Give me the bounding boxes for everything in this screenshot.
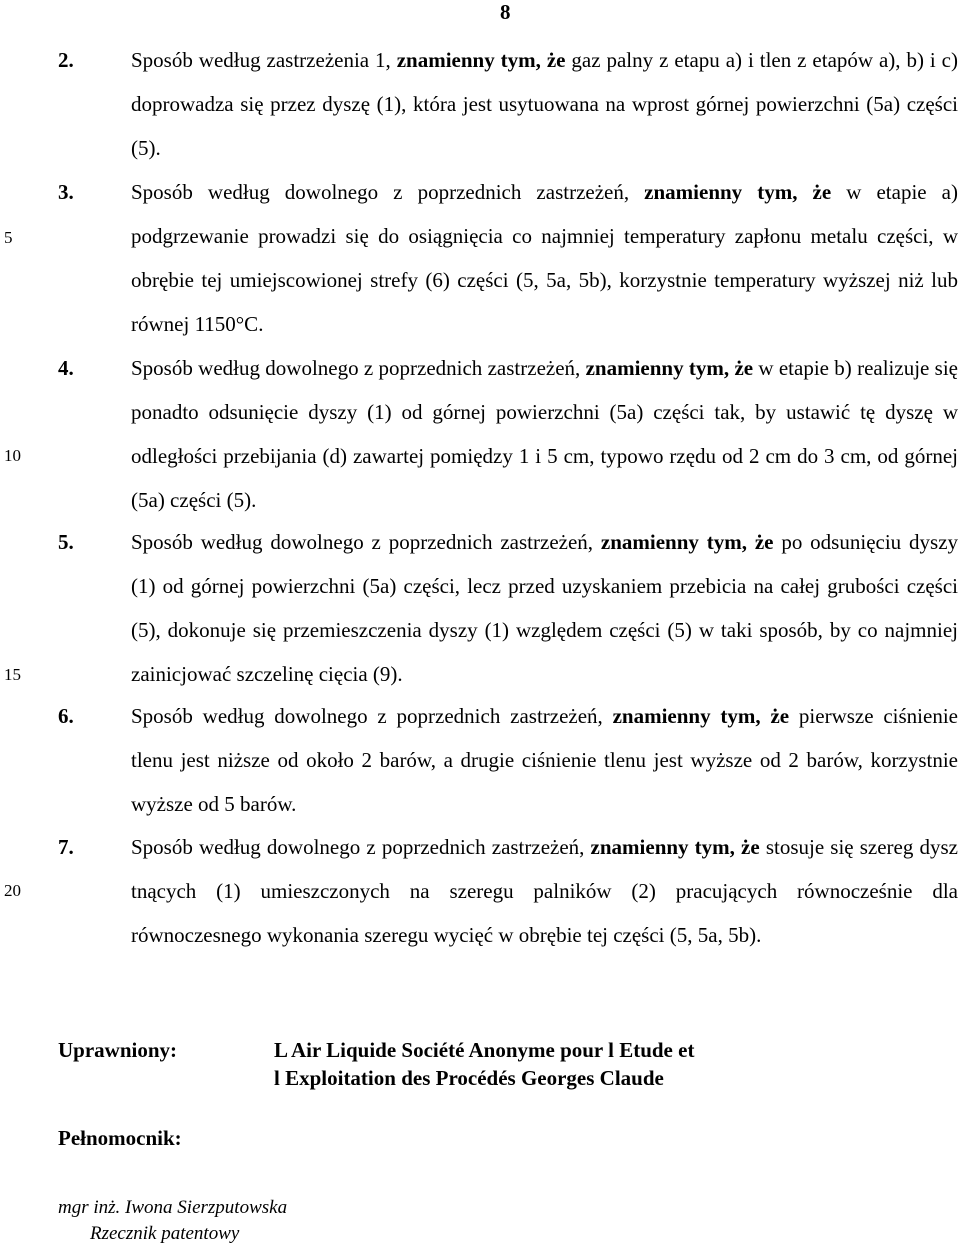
claim-text: Sposób według dowolnego z poprzednich zastrzeżeń, znamienny tym, że w etapie a) podgrzewanie prowadzi się do osiągnięcia co najmniej temperatury zapłonu metalu części, w obrębie tej umiejscowionej strefy (6) części (5, 5a, 5b), korzystnie temperatury wyższej niż lub równej 1150°C. xyxy=(131,180,958,336)
claim-4 xyxy=(58,346,958,522)
claim-3 xyxy=(58,170,958,346)
claim-number: 5. xyxy=(58,530,74,554)
claim-text: Sposób według zastrzeżenia 1, znamienny tym, że gaz palny z etapu a) i tlen z etapów a), b) i c) doprowadza się przez dyszę (1), która jest usytuowana na wprost górnej powierzchni (5a) części (5). xyxy=(131,48,958,160)
claim-text: Sposób według dowolnego z poprzednich zastrzeżeń, znamienny tym, że pierwsze ciśnienie tlenu jest niższe od około 2 barów, a drugie ciśnienie tlenu jest wyższe od 2 barów, korzystnie wyższe od 5 barów. xyxy=(131,704,958,816)
claim-text: Sposób według dowolnego z poprzednich zastrzeżeń, znamienny tym, że po odsunięciu dyszy (1) od górnej powierzchni (5a) części, lecz przed uzyskaniem przebicia na całej grubości części (5), dokonuje się przemieszczenia dyszy (1) względem części (5) w taki sposób, by co najmniej zainicjować szczelinę cięcia (9). xyxy=(131,530,959,686)
page-number: 8 xyxy=(500,0,511,24)
claim-2 xyxy=(58,38,958,170)
line-number-5: 5 xyxy=(4,228,13,247)
line-number-15: 15 xyxy=(4,665,21,684)
line-number-20: 20 xyxy=(4,881,21,900)
holder-name-line-1: L Air Liquide Société Anonyme pour l Etude et xyxy=(274,1038,695,1062)
claim-text: Sposób według dowolnego z poprzednich zastrzeżeń, znamienny tym, że w etapie b) realizuje się ponadto odsunięcie dyszy (1) od górnej powierzchni (5a) części tak, by ustawić tę dyszę w odległości przebijania (d) zawartej pomiędzy 1 i 5 cm, typowo rzędu od 2 cm do 3 cm, od górnej (5a) części (5). xyxy=(131,356,958,512)
claim-number: 6. xyxy=(58,704,74,728)
claim-6 xyxy=(58,694,958,826)
line-number-10: 10 xyxy=(4,446,21,465)
attorney-label: Pełnomocnik: xyxy=(58,1126,182,1150)
claim-number: 3. xyxy=(58,180,74,204)
claim-text: Sposób według dowolnego z poprzednich zastrzeżeń, znamienny tym, że stosuje się szereg dysz tnących (1) umieszczonych na szeregu palników (2) pracujących równocześnie dla równoczesnego wykonania szeregu wycięć w obrębie tej części (5, 5a, 5b). xyxy=(131,835,958,947)
claim-number: 4. xyxy=(58,356,74,380)
claim-7 xyxy=(58,825,958,957)
attorney-title: Rzecznik patentowy xyxy=(90,1223,240,1244)
claim-number: 2. xyxy=(58,48,74,72)
attorney-name: mgr inż. Iwona Sierzputowska xyxy=(58,1197,288,1218)
claim-5 xyxy=(58,520,958,696)
claim-number: 7. xyxy=(58,835,74,859)
holder-name-line-2: l Exploitation des Procédés Georges Claude xyxy=(274,1066,664,1090)
holder-label: Uprawniony: xyxy=(58,1038,178,1062)
